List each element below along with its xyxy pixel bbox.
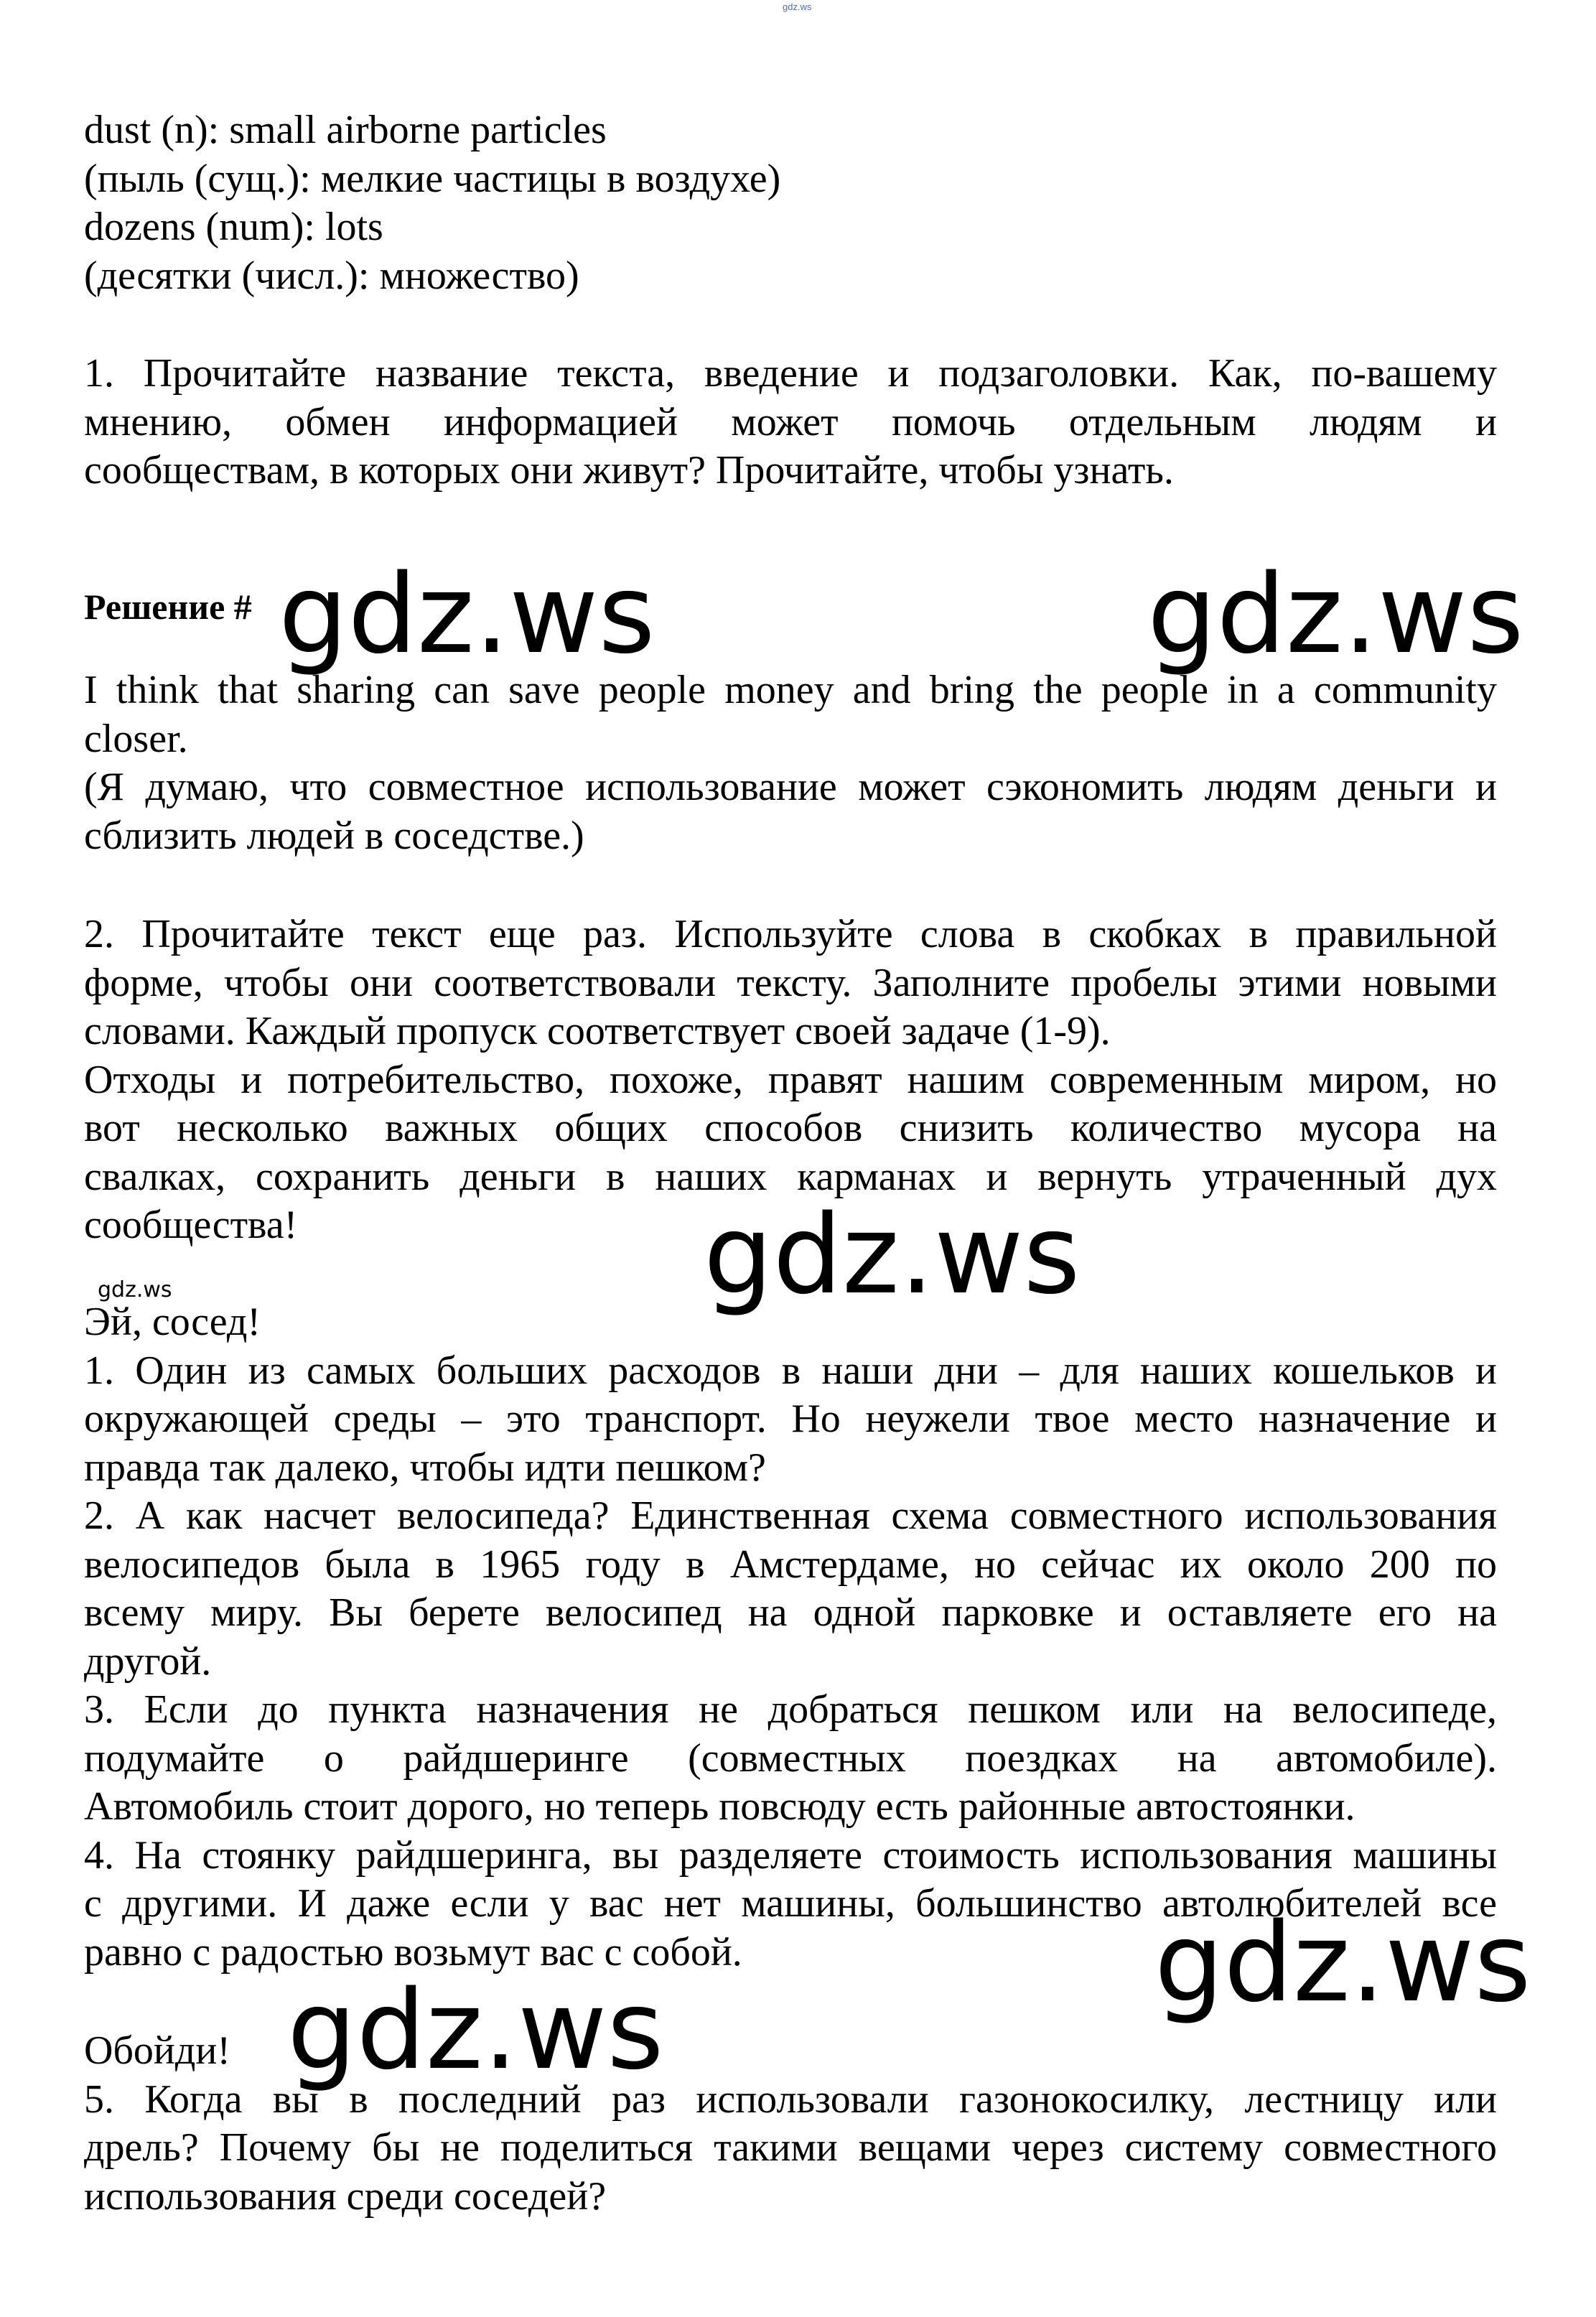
watermark-logo: gdz.ws (1154, 1899, 1531, 2026)
top-watermark: gdz.ws (783, 1, 812, 12)
watermark-logo: gdz.ws (279, 551, 655, 678)
task-2-line: 2. Прочитайте текст еще раз. Используйте слова в скобках в правильной (84, 912, 1497, 956)
vocab-line: dust (n): small airborne particles (84, 108, 607, 152)
answer-line: (Я думаю, что совместное использование может сэкономить людям деньги и (84, 765, 1497, 809)
item-line: велосипедов была в 1965 году в Амстердаме, но сейчас их около 200 по (84, 1542, 1497, 1587)
watermark-logo: gdz.ws (704, 1191, 1081, 1318)
task-2-line: сообщества! (84, 1203, 298, 1247)
answer-line: сблизить людей в соседстве.) (84, 813, 584, 858)
neighbor-section (84, 1298, 1497, 1977)
item-line: всему миру. Вы берете велосипед на одной парковке и оставляете его на (84, 1590, 1497, 1635)
item-line: дрель? Почему бы не поделиться такими вещами через систему совместного (84, 2125, 1497, 2170)
item-line: подумайте о райдшеринге (совместных поездках на автомобиле). (84, 1735, 1497, 1781)
task-2-line: словами. Каждый пропуск соответствует своей задаче (1-9). (84, 1009, 1111, 1053)
item-line: использования среди соседей? (84, 2173, 607, 2219)
item-line: Автомобиль стоит дорого, но теперь повсюду есть районные автостоянки. (84, 1784, 1355, 1829)
section-heading: Эй, сосед! (84, 1300, 261, 1344)
vocab-line: (пыль (сущ.): мелкие частицы в воздухе) (84, 156, 781, 201)
section-heading: Обойди! (84, 2028, 231, 2073)
task-2-line: вот несколько важных общих способов снизить количество мусора на (84, 1106, 1497, 1150)
task-2-line: свалках, сохранить деньги в наших карманах и вернуть утраченный дух (84, 1154, 1497, 1199)
task-2-line: форме, чтобы они соответствовали тексту. Заполните пробелы этими новыми (84, 960, 1497, 1005)
item-line: правда так далеко, чтобы идти пешком? (84, 1445, 766, 1490)
answer-line: closer. (84, 716, 188, 761)
item-line: с другими. И даже если у вас нет машины, большинство автолюбителей все (84, 1881, 1497, 1926)
item-line: 1. Один из самых больших расходов в наши дни – для наших кошельков и (84, 1348, 1497, 1393)
task-1-line: сообществам, в которых они живут? Прочитайте, чтобы узнать. (84, 448, 1174, 493)
task-1-line: 1. Прочитайте название текста, введение и подзаголовки. Как, по-вашему (84, 351, 1497, 396)
item-line: 4. На стоянку райдшеринга, вы разделяете стоимость использования машины (84, 1832, 1497, 1878)
task-1-line: мнению, обмен информацией может помочь отдельным людям и (84, 399, 1497, 444)
watermark-small: gdz.ws (98, 1277, 172, 1302)
watermark-logo: gdz.ws (287, 1967, 664, 2094)
item-line: другой. (84, 1638, 212, 1684)
item-line: 3. Если до пункта назначения не добраться пешком или на велосипеде, (84, 1687, 1497, 1732)
answer-line: I think that sharing can save people money and bring the people in a community (84, 668, 1497, 712)
vocab-line: dozens (num): lots (84, 205, 383, 249)
vocabulary-block (84, 106, 1497, 300)
answer-1 (84, 666, 1497, 860)
vocab-line: (десятки (числ.): множество) (84, 253, 579, 298)
solution-label: Решение # (84, 587, 252, 627)
task-2-line: Отходы и потребительство, похоже, правят нашим современным миром, но (84, 1057, 1497, 1102)
item-line: 2. А как насчет велосипеда? Единственная схема совместного использования (84, 1493, 1497, 1538)
watermark-logo: gdz.ws (1147, 551, 1524, 678)
item-line: 5. Когда вы в последний раз использовали газонокосилку, лестницу или (84, 2076, 1497, 2122)
item-line: окружающей среды – это транспорт. Но неужели твое место назначение и (84, 1397, 1497, 1441)
task-1 (84, 350, 1497, 495)
item-line: равно с радостью возьмут вас с собой. (84, 1929, 742, 1975)
